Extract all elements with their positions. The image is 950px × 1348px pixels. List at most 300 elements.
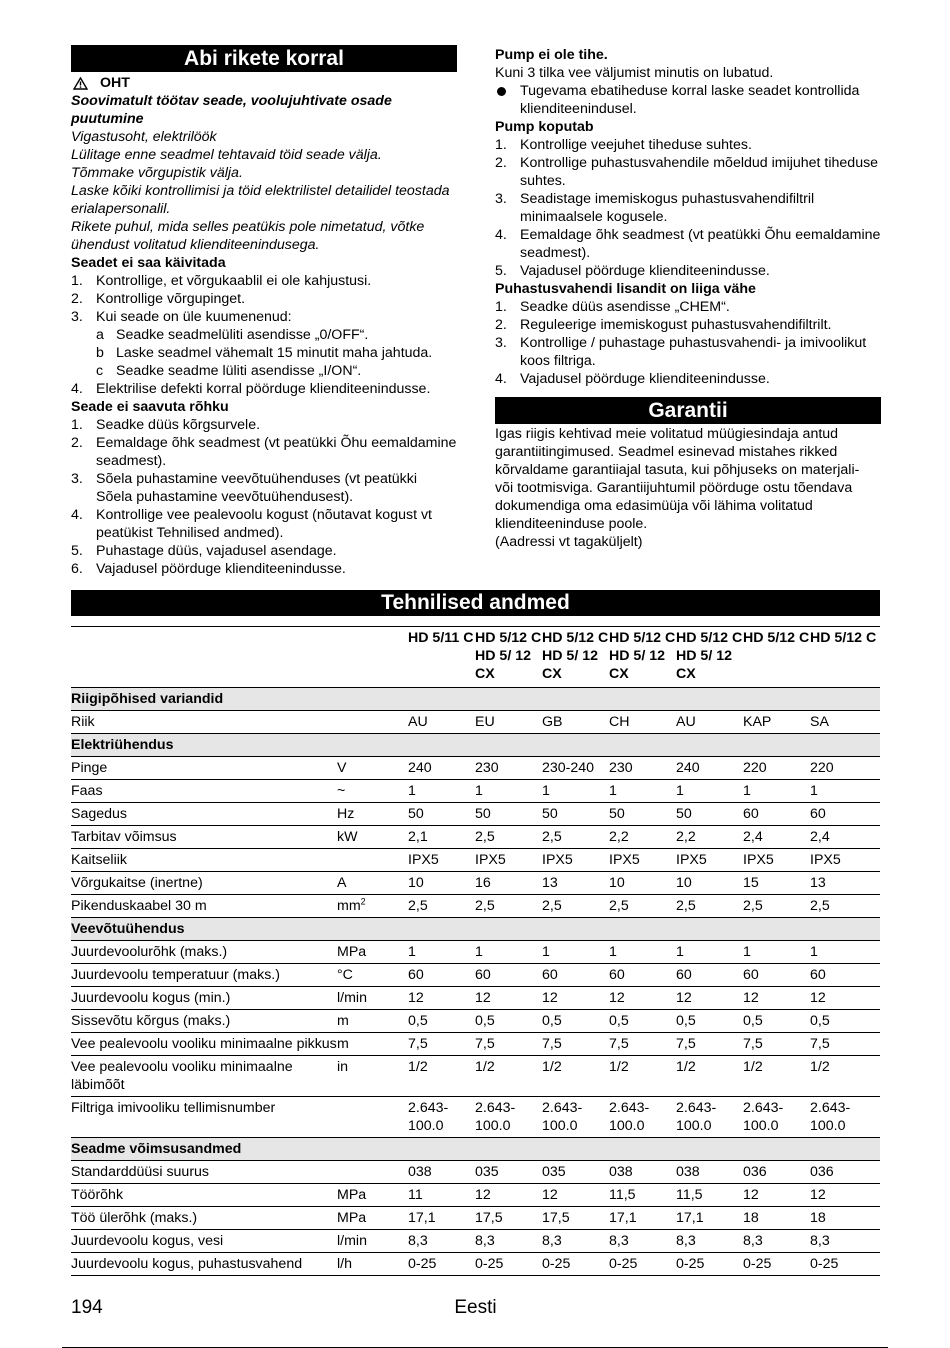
warning-line: Lülitage enne seadmel tehtavaid töid seade välja. (71, 147, 382, 163)
sub-list-text: Seadke seadme lüliti asendisse „I/ON“. (116, 363, 362, 379)
value-cell: GB (542, 711, 609, 734)
value-cell: AU (676, 711, 743, 734)
list-item (495, 316, 881, 334)
list-text: Vajadusel pöörduge klienditeenindusse. (520, 263, 770, 279)
value-cell: IPX5 (609, 849, 676, 872)
value-cell: IPX5 (743, 849, 810, 872)
value-cell: 035 (542, 1161, 609, 1184)
value-cell: 0,5 (743, 1010, 810, 1033)
value-cell: 60 (810, 803, 880, 826)
value-cell: 2,1 (408, 826, 475, 849)
list-item (71, 380, 457, 398)
value-cell: 038 (609, 1161, 676, 1184)
row-label: Riik (71, 711, 337, 734)
table-row (71, 1207, 880, 1230)
value-cell: 1/2 (542, 1056, 609, 1097)
numbered-list (495, 298, 881, 388)
warning-title (71, 74, 457, 92)
value-cell: 8,3 (609, 1230, 676, 1253)
list-text: Kontrollige puhastusvahendile mõeldud imijuhet tiheduse suhtes. (520, 155, 879, 189)
value-cell: 1 (475, 780, 542, 803)
list-number: 3. (495, 335, 507, 351)
row-unit (337, 1010, 408, 1033)
value-cell: 1 (609, 780, 676, 803)
sub-list-text: Laske seadmel vähemalt 15 minutit maha jahtuda. (116, 345, 433, 361)
value-cell: IPX5 (408, 849, 475, 872)
value-cell: 8,3 (676, 1230, 743, 1253)
list-item (495, 136, 881, 154)
value-cell: 17,1 (408, 1207, 475, 1230)
row-label: Standarddüüsi suurus (71, 1161, 337, 1184)
value-cell: 60 (743, 803, 810, 826)
model-header: HD 5/12 C HD 5/ 12 CX (609, 627, 676, 688)
row-label: Filtriga imivooliku tellimisnumber (71, 1097, 337, 1138)
sub-list-letter: a (96, 327, 104, 343)
sub-list-item (71, 362, 457, 380)
value-cell: 0-25 (408, 1253, 475, 1276)
list-item (495, 82, 881, 118)
row-label: Vee pealevoolu vooliku minimaalne pikkus (71, 1033, 337, 1056)
list-number: 2. (71, 435, 83, 451)
row-unit (337, 780, 408, 803)
row-label: Töörõhk (71, 1184, 337, 1207)
section-label: Veevõtuühendus (71, 918, 880, 941)
list-item (495, 298, 881, 316)
value-cell: 230-240 (542, 757, 609, 780)
footer-language: Eesti (454, 1297, 497, 1318)
value-cell: 50 (609, 803, 676, 826)
value-cell: CH (609, 711, 676, 734)
value-cell: 0,5 (408, 1010, 475, 1033)
value-cell: 1/2 (609, 1056, 676, 1097)
value-cell: 12 (542, 1184, 609, 1207)
table-row (71, 711, 880, 734)
list-text: Seadke düüs kõrgsurvele. (96, 417, 261, 433)
value-cell: 2,5 (475, 895, 542, 918)
warning-line: Tõmmake võrgupistik välja. (71, 165, 243, 181)
value-cell: 7,5 (743, 1033, 810, 1056)
value-cell: 7,5 (676, 1033, 743, 1056)
list-text: Eemaldage õhk seadmest (vt peatükki Õhu eemaldamine seadmest). (520, 227, 881, 261)
value-cell: IPX5 (542, 849, 609, 872)
value-cell: 18 (810, 1207, 880, 1230)
table-row (71, 757, 880, 780)
list-number: 4. (71, 381, 83, 397)
list-text: Seadke düüs asendisse „CHEM“. (520, 299, 730, 315)
value-cell: 8,3 (475, 1230, 542, 1253)
value-cell: 038 (408, 1161, 475, 1184)
value-cell: 12 (743, 987, 810, 1010)
value-cell: KAP (743, 711, 810, 734)
value-cell: 8,3 (743, 1230, 810, 1253)
section-heading: Pump koputab (495, 119, 594, 135)
value-cell: 7,5 (475, 1033, 542, 1056)
value-cell: 0-25 (609, 1253, 676, 1276)
value-cell: 230 (475, 757, 542, 780)
list-item (495, 226, 881, 262)
value-cell: 2.643-100.0 (743, 1097, 810, 1138)
tech-data-table (71, 626, 880, 1276)
unit-text: m (337, 1036, 349, 1052)
value-cell: SA (810, 711, 880, 734)
warranty-note: (Aadressi vt tagaküljelt) (495, 534, 643, 550)
header-blank-cell (337, 627, 408, 688)
sub-list-letter: b (96, 345, 104, 361)
value-cell: 12 (810, 987, 880, 1010)
list-item (495, 370, 881, 388)
row-unit (337, 803, 408, 826)
list-number: 1. (71, 417, 83, 433)
value-cell: 1/2 (743, 1056, 810, 1097)
value-cell: 8,3 (810, 1230, 880, 1253)
list-text: Puhastage düüs, vajadusel asendage. (96, 543, 337, 559)
warning-triangle-icon (73, 77, 88, 90)
value-cell: 2,5 (542, 826, 609, 849)
value-cell: 0-25 (810, 1253, 880, 1276)
table-section-row (71, 1138, 880, 1161)
row-label: Juurdevoolu kogus (min.) (71, 987, 337, 1010)
list-number: 4. (495, 371, 507, 387)
table-row (71, 1161, 880, 1184)
row-unit (337, 1184, 408, 1207)
list-item (71, 560, 457, 578)
list-number: 5. (495, 263, 507, 279)
value-cell: 13 (542, 872, 609, 895)
section-heading: Puhastusvahendi lisandit on liiga vähe (495, 281, 756, 297)
table-row (71, 849, 880, 872)
warning-line: Vigastusoht, elektrilöök (71, 129, 217, 145)
value-cell: 12 (743, 1184, 810, 1207)
model-header: HD 5/12 C (810, 627, 880, 688)
model-header: HD 5/11 C (408, 627, 475, 688)
list-text: Kontrollige veejuhet tiheduse suhtes. (520, 137, 752, 153)
table-row (71, 1230, 880, 1253)
table-row (71, 1010, 880, 1033)
list-item (71, 272, 457, 290)
value-cell: 2.643-100.0 (676, 1097, 743, 1138)
table-row (71, 964, 880, 987)
list-number: 4. (71, 507, 83, 523)
list-item (71, 308, 457, 326)
list-number: 3. (495, 191, 507, 207)
table-row (71, 987, 880, 1010)
warning-block (71, 74, 457, 254)
value-cell: 12 (609, 987, 676, 1010)
warning-line: Rikete puhul, mida selles peatükis pole nimetatud, võtke ühendust volitatud klienditeenindusega. (71, 219, 425, 253)
value-cell: 1 (810, 780, 880, 803)
list-item (71, 290, 457, 308)
table-row (71, 780, 880, 803)
value-cell: IPX5 (810, 849, 880, 872)
troubleshooting-title: Abi rikete korral (71, 45, 457, 72)
value-cell: 036 (810, 1161, 880, 1184)
left-column (71, 45, 457, 578)
list-item (495, 334, 881, 370)
list-number: 1. (71, 273, 83, 289)
row-label: Võrgukaitse (inertne) (71, 872, 337, 895)
list-text: Kontrollige vee pealevoolu kogust (nõutavat kogust vt peatükist Tehnilised andmed). (96, 507, 432, 541)
value-cell: 8,3 (542, 1230, 609, 1253)
row-label: Juurdevoolu kogus, puhastusvahend (71, 1253, 337, 1276)
row-unit (337, 711, 408, 734)
page-footer (71, 1296, 880, 1320)
value-cell: 0-25 (676, 1253, 743, 1276)
value-cell: 1/2 (810, 1056, 880, 1097)
list-item (71, 506, 457, 542)
unit-text: l/min (337, 990, 367, 1006)
list-text: Sõela puhastamine veevõtuühenduses (vt peatükki Sõela puhastamine veevõtuühendusest). (96, 471, 418, 505)
value-cell: 1 (676, 941, 743, 964)
table-row (71, 803, 880, 826)
value-cell: 12 (475, 1184, 542, 1207)
section-label: Riigipõhised variandid (71, 688, 880, 711)
value-cell: 2,5 (542, 895, 609, 918)
value-cell: 11 (408, 1184, 475, 1207)
sub-list-item (71, 326, 457, 344)
list-number: 3. (71, 471, 83, 487)
list-number: 5. (71, 543, 83, 559)
value-cell: 10 (609, 872, 676, 895)
value-cell: 8,3 (408, 1230, 475, 1253)
table-row (71, 1184, 880, 1207)
value-cell: 1 (743, 780, 810, 803)
value-cell: 0,5 (542, 1010, 609, 1033)
value-cell: 50 (475, 803, 542, 826)
value-cell: 50 (676, 803, 743, 826)
row-unit (337, 1056, 408, 1097)
value-cell: 12 (810, 1184, 880, 1207)
section-heading: Seadet ei saa käivitada (71, 255, 226, 271)
value-cell: 7,5 (542, 1033, 609, 1056)
header-blank-cell (71, 627, 337, 688)
list-item (71, 416, 457, 434)
value-cell: 12 (475, 987, 542, 1010)
value-cell: 50 (408, 803, 475, 826)
table-row (71, 872, 880, 895)
value-cell: 10 (676, 872, 743, 895)
value-cell: 2,5 (676, 895, 743, 918)
value-cell: 2,5 (743, 895, 810, 918)
unit-text: l/h (337, 1256, 352, 1272)
value-cell: 1/2 (408, 1056, 475, 1097)
value-cell: 60 (408, 964, 475, 987)
warning-label: OHT (100, 75, 130, 91)
value-cell: 12 (542, 987, 609, 1010)
model-header: HD 5/12 C HD 5/ 12 CX (475, 627, 542, 688)
row-unit (337, 964, 408, 987)
list-item (495, 154, 881, 190)
value-cell: 7,5 (609, 1033, 676, 1056)
unit-text: m (337, 1013, 349, 1029)
row-unit (337, 872, 408, 895)
unit-text: ~ (337, 783, 346, 799)
value-cell: IPX5 (475, 849, 542, 872)
value-cell: 2,2 (609, 826, 676, 849)
list-item (495, 190, 881, 226)
warning-line: Laske kõiki kontrollimisi ja töid elektrilistel detailidel teostada erialapersonalil. (71, 183, 450, 217)
row-label: Pinge (71, 757, 337, 780)
table-row (71, 826, 880, 849)
value-cell: 0,5 (609, 1010, 676, 1033)
value-cell: 0,5 (810, 1010, 880, 1033)
value-cell: 60 (609, 964, 676, 987)
value-cell: 7,5 (810, 1033, 880, 1056)
value-cell: 2,5 (408, 895, 475, 918)
list-number: 1. (495, 137, 507, 153)
value-cell: 17,5 (542, 1207, 609, 1230)
unit-text: A (337, 875, 347, 891)
value-cell: 2,4 (810, 826, 880, 849)
table-section-row (71, 918, 880, 941)
row-unit (337, 895, 408, 918)
model-header: HD 5/12 C HD 5/ 12 CX (542, 627, 609, 688)
list-number: 4. (495, 227, 507, 243)
row-unit (337, 826, 408, 849)
table-row (71, 1253, 880, 1276)
value-cell: 2,5 (475, 826, 542, 849)
row-label: Juurdevoolurõhk (maks.) (71, 941, 337, 964)
left-sections (71, 254, 457, 578)
list-text: Reguleerige imemiskogust puhastusvahendifiltrilt. (520, 317, 832, 333)
list-text: Elektrilise defekti korral pöörduge klienditeenindusse. (96, 381, 431, 397)
model-header: HD 5/12 C HD 5/ 12 CX (676, 627, 743, 688)
value-cell: 0,5 (676, 1010, 743, 1033)
table-row (71, 1056, 880, 1097)
value-cell: 038 (676, 1161, 743, 1184)
value-cell: 1/2 (676, 1056, 743, 1097)
value-cell: 1 (408, 941, 475, 964)
value-cell: 17,1 (676, 1207, 743, 1230)
value-cell: 240 (408, 757, 475, 780)
numbered-list (71, 272, 457, 398)
value-cell: 60 (475, 964, 542, 987)
value-cell: 0,5 (475, 1010, 542, 1033)
value-cell: 11,5 (609, 1184, 676, 1207)
value-cell: 035 (475, 1161, 542, 1184)
table-row (71, 1033, 880, 1056)
unit-text: Hz (337, 806, 355, 822)
list-text: Vajadusel pöörduge klienditeenindusse. (520, 371, 770, 387)
unit-text: mm (337, 898, 361, 914)
row-label: Juurdevoolu temperatuur (maks.) (71, 964, 337, 987)
value-cell: 2,2 (676, 826, 743, 849)
row-unit (337, 941, 408, 964)
table-section-row (71, 734, 880, 757)
row-label: Sissevõtu kõrgus (maks.) (71, 1010, 337, 1033)
row-label: Sagedus (71, 803, 337, 826)
sub-list-letter: c (96, 363, 104, 379)
value-cell: 13 (810, 872, 880, 895)
value-cell: AU (408, 711, 475, 734)
sub-list-text: Seadke seadmelüliti asendisse „0/OFF“. (116, 327, 369, 343)
value-cell: 17,1 (609, 1207, 676, 1230)
table-header-row (71, 627, 880, 688)
warning-heading: Soovimatult töötav seade, voolujuhtivate osade puutumine (71, 93, 392, 127)
list-number: 6. (71, 561, 83, 577)
row-unit (337, 987, 408, 1010)
row-unit (337, 849, 408, 872)
value-cell: 2,5 (810, 895, 880, 918)
value-cell: 0-25 (743, 1253, 810, 1276)
value-cell: 1 (475, 941, 542, 964)
right-column (495, 46, 881, 551)
row-unit (337, 1161, 408, 1184)
warranty-title: Garantii (495, 397, 881, 424)
value-cell: IPX5 (676, 849, 743, 872)
value-cell: 2.643-100.0 (408, 1097, 475, 1138)
value-cell: 220 (743, 757, 810, 780)
row-label: Töö ülerõhk (maks.) (71, 1207, 337, 1230)
value-cell: 2.643-100.0 (609, 1097, 676, 1138)
bullet-dot-icon (497, 87, 506, 96)
value-cell: 240 (676, 757, 743, 780)
value-cell: 1 (542, 780, 609, 803)
list-item (71, 434, 457, 470)
unit-text: MPa (337, 1187, 367, 1203)
value-cell: 60 (542, 964, 609, 987)
value-cell: 12 (408, 987, 475, 1010)
row-label: Vee pealevoolu vooliku minimaalne läbimõõt (71, 1056, 337, 1097)
list-item (71, 542, 457, 560)
list-text: Kui seade on üle kuumenenud: (96, 309, 292, 325)
table-row (71, 1097, 880, 1138)
list-number: 1. (495, 299, 507, 315)
value-cell: 0-25 (475, 1253, 542, 1276)
unit-text: MPa (337, 1210, 367, 1226)
table-row (71, 941, 880, 964)
row-unit (337, 1207, 408, 1230)
row-label: Faas (71, 780, 337, 803)
unit-text: kW (337, 829, 358, 845)
value-cell: 2,5 (609, 895, 676, 918)
row-label: Kaitseliik (71, 849, 337, 872)
value-cell: 18 (743, 1207, 810, 1230)
value-cell: 7,5 (408, 1033, 475, 1056)
unit-text: °C (337, 967, 353, 983)
numbered-list (71, 416, 457, 578)
value-cell: 230 (609, 757, 676, 780)
list-item (495, 262, 881, 280)
list-text: Kontrollige võrgupinget. (96, 291, 246, 307)
list-item (71, 470, 457, 506)
unit-text: V (337, 760, 347, 776)
value-cell: 17,5 (475, 1207, 542, 1230)
list-number: 2. (495, 155, 507, 171)
value-cell: 60 (676, 964, 743, 987)
value-cell: 1 (542, 941, 609, 964)
tech-data-title: Tehnilised andmed (71, 590, 880, 616)
sub-list-item (71, 344, 457, 362)
pump-leak-bullet-list (495, 82, 881, 118)
numbered-list (495, 136, 881, 280)
value-cell: 50 (542, 803, 609, 826)
tech-data-section (71, 590, 880, 1276)
row-unit (337, 1097, 408, 1138)
value-cell: 0-25 (542, 1253, 609, 1276)
pump-leak-bullet: Tugevama ebatiheduse korral laske seadet kontrollida klienditeenindusel. (520, 83, 860, 117)
table-row (71, 895, 880, 918)
pump-leak-text: Kuni 3 tilka vee väljumist minutis on lubatud. (495, 65, 774, 81)
table-section-row (71, 688, 880, 711)
model-header: HD 5/12 C (743, 627, 810, 688)
unit-text: MPa (337, 944, 367, 960)
sub-list (71, 326, 457, 380)
row-label: Pikenduskaabel 30 m (71, 895, 337, 918)
pump-leak-heading: Pump ei ole tihe. (495, 47, 608, 63)
unit-superscript: 2 (360, 896, 366, 907)
row-unit (337, 757, 408, 780)
value-cell: EU (475, 711, 542, 734)
